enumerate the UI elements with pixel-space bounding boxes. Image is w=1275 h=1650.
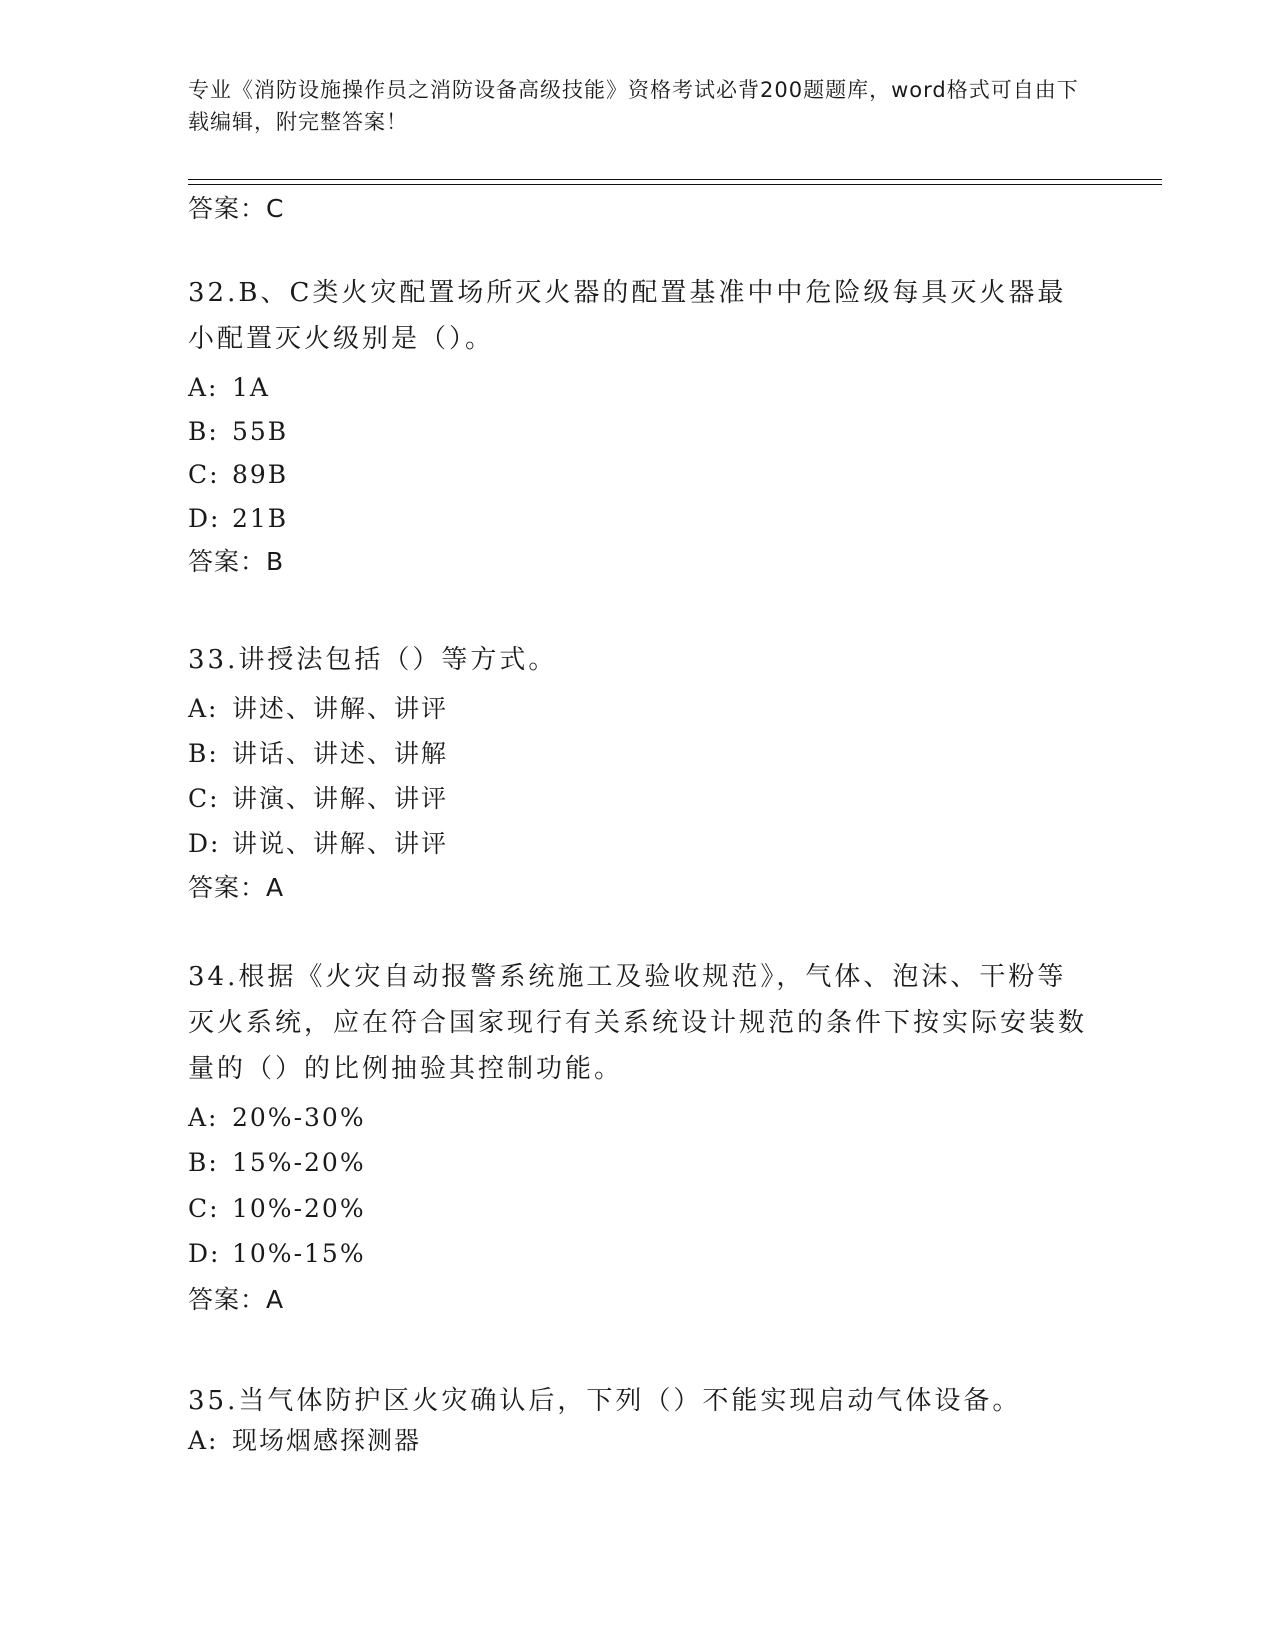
option-label: A:: [188, 1426, 219, 1455]
question-34: 34.根据《火灾自动报警系统施工及验收规范》，气体、泡沫、干粉等灭火系统，应在符合国家现行有关系统设计规范的条件下按实际安装数量的（）的比例抽验其控制功能。: [188, 962, 1088, 1084]
option-label: A:: [188, 373, 219, 402]
option-34-d: [188, 1238, 366, 1270]
option-text: 讲演、讲解、讲评: [232, 784, 449, 813]
answer-label: 答案：: [188, 547, 267, 576]
header-divider-bottom: [188, 184, 1162, 185]
option-32-b: [188, 416, 288, 448]
answer-value: A: [266, 873, 285, 902]
option-32-a: [188, 372, 270, 404]
option-text: 讲述、讲解、讲评: [232, 694, 449, 723]
option-label: D:: [188, 504, 221, 533]
document-header: 专业《消防设施操作员之消防设备高级技能》资格考试必背200题题库，word格式可自由下载编辑，附完整答案！: [188, 78, 1079, 134]
option-text: 10%-15%: [232, 1239, 366, 1268]
option-33-b: [188, 738, 448, 770]
option-35-a: [188, 1425, 421, 1457]
option-text: 21B: [232, 504, 289, 533]
option-label: C:: [188, 1194, 220, 1223]
question-35: 35.当气体防护区火灾确认后，下列（）不能实现启动气体设备。: [188, 1386, 1022, 1416]
option-label: C:: [188, 784, 220, 813]
option-text: 1A: [232, 373, 270, 402]
answer-34: [188, 1284, 284, 1316]
option-label: B:: [188, 739, 219, 768]
question-32: 32.B、C类火灾配置场所灭火器的配置基准中中危险级每具灭火器最小配置灭火级别是（）。: [188, 278, 1067, 354]
option-34-b: [188, 1147, 366, 1179]
option-text: 89B: [232, 460, 289, 489]
answer-label: 答案：: [188, 873, 267, 902]
question-33: 33.讲授法包括（）等方式。: [188, 645, 558, 675]
option-text: 现场烟感探测器: [232, 1426, 422, 1455]
answer-33: [188, 872, 284, 904]
option-text: 讲说、讲解、讲评: [232, 829, 449, 858]
option-34-a: [188, 1102, 366, 1134]
option-text: 10%-20%: [232, 1194, 366, 1223]
option-34-c: [188, 1193, 366, 1225]
option-33-c: [188, 783, 448, 815]
option-label: A:: [188, 1103, 219, 1132]
option-label: D:: [188, 829, 221, 858]
answer-value: A: [266, 1285, 285, 1314]
option-33-d: [188, 828, 448, 860]
answer-value: B: [266, 547, 285, 576]
option-text: 20%-30%: [232, 1103, 366, 1132]
answer-31: [188, 193, 284, 225]
answer-label: 答案：: [188, 1285, 267, 1314]
answer-label: 答案：: [188, 194, 267, 223]
option-label: B:: [188, 417, 219, 446]
header-divider-top: [188, 179, 1162, 180]
option-33-a: [188, 693, 448, 725]
option-text: 15%-20%: [232, 1148, 366, 1177]
option-label: C:: [188, 460, 220, 489]
option-label: D:: [188, 1239, 221, 1268]
option-32-d: [188, 503, 288, 535]
option-text: 讲话、讲述、讲解: [232, 739, 449, 768]
option-text: 55B: [232, 417, 289, 446]
answer-value: C: [266, 194, 285, 223]
option-label: B:: [188, 1148, 219, 1177]
option-32-c: [188, 459, 288, 491]
option-label: A:: [188, 694, 219, 723]
answer-32: [188, 546, 284, 578]
